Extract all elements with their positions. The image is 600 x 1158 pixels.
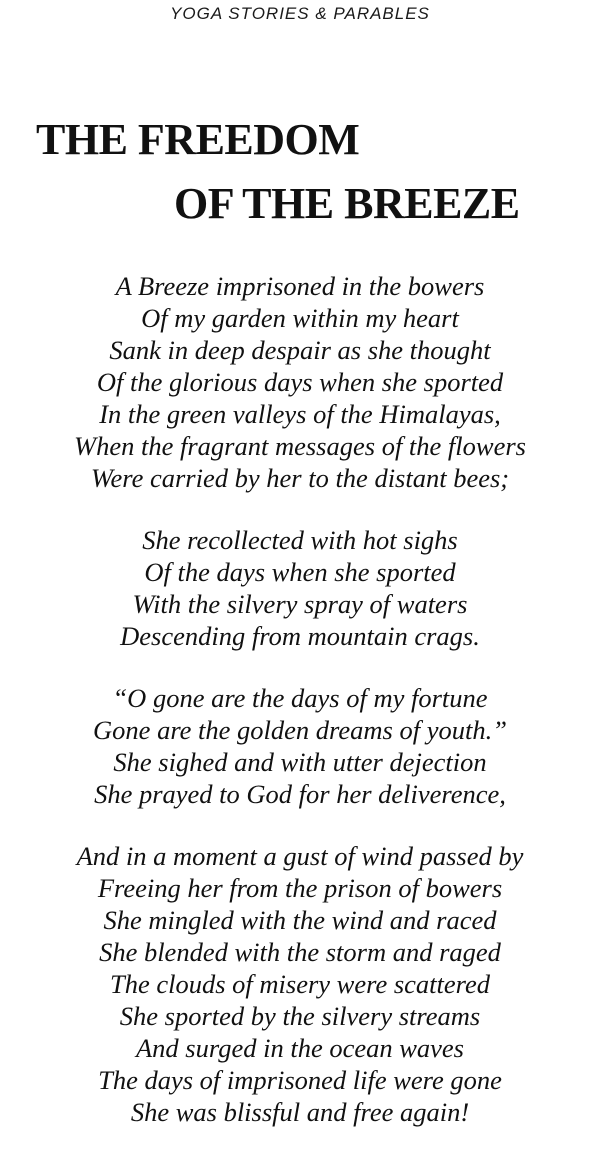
verse-line: Sank in deep despair as she thought	[109, 335, 491, 365]
verse-line: And in a moment a gust of wind passed by	[76, 841, 524, 871]
verse-line: “O gone are the days of my fortune	[112, 683, 488, 713]
verse-line: Gone are the golden dreams of youth.”	[93, 715, 507, 745]
verse-line: Were carried by her to the distant bees;	[90, 463, 510, 493]
verse-line: Of the glorious days when she sported	[96, 367, 504, 397]
verse-line: The clouds of misery were scattered	[109, 969, 490, 999]
verse-line: She prayed to God for her deliverence,	[94, 779, 506, 809]
verse-line: She recollected with hot sighs	[142, 525, 458, 555]
verse-line: Descending from mountain crags.	[120, 621, 480, 651]
verse-line: Of my garden within my heart	[141, 303, 459, 333]
verse-line: When the fragrant messages of the flowers	[74, 431, 526, 461]
running-header: YOGA STORIES & PARABLES	[170, 4, 430, 23]
verse-line: She was blissful and free again!	[130, 1097, 470, 1127]
stanza-1	[0, 270, 600, 494]
page-title-line-2: OF THE BREEZE	[174, 179, 520, 228]
page-title-line-1: THE FREEDOM	[36, 115, 360, 164]
poem-body	[0, 270, 600, 1158]
verse-line: In the green valleys of the Himalayas,	[99, 399, 501, 429]
verse-line: She mingled with the wind and raced	[103, 905, 497, 935]
verse-line: She sported by the silvery streams	[119, 1001, 481, 1031]
stanza-2	[0, 524, 600, 652]
verse-line: A Breeze imprisoned in the bowers	[115, 271, 485, 301]
stanza-3	[0, 682, 600, 810]
verse-line: With the silvery spray of waters	[132, 589, 468, 619]
stanza-4	[0, 840, 600, 1128]
verse-line: The days of imprisoned life were gone	[98, 1065, 502, 1095]
verse-line: Of the days when she sported	[144, 557, 456, 587]
verse-line: She sighed and with utter dejection	[113, 747, 487, 777]
verse-line: She blended with the storm and raged	[99, 937, 501, 967]
verse-line: And surged in the ocean waves	[136, 1033, 464, 1063]
verse-line: Freeing her from the prison of bowers	[97, 873, 503, 903]
